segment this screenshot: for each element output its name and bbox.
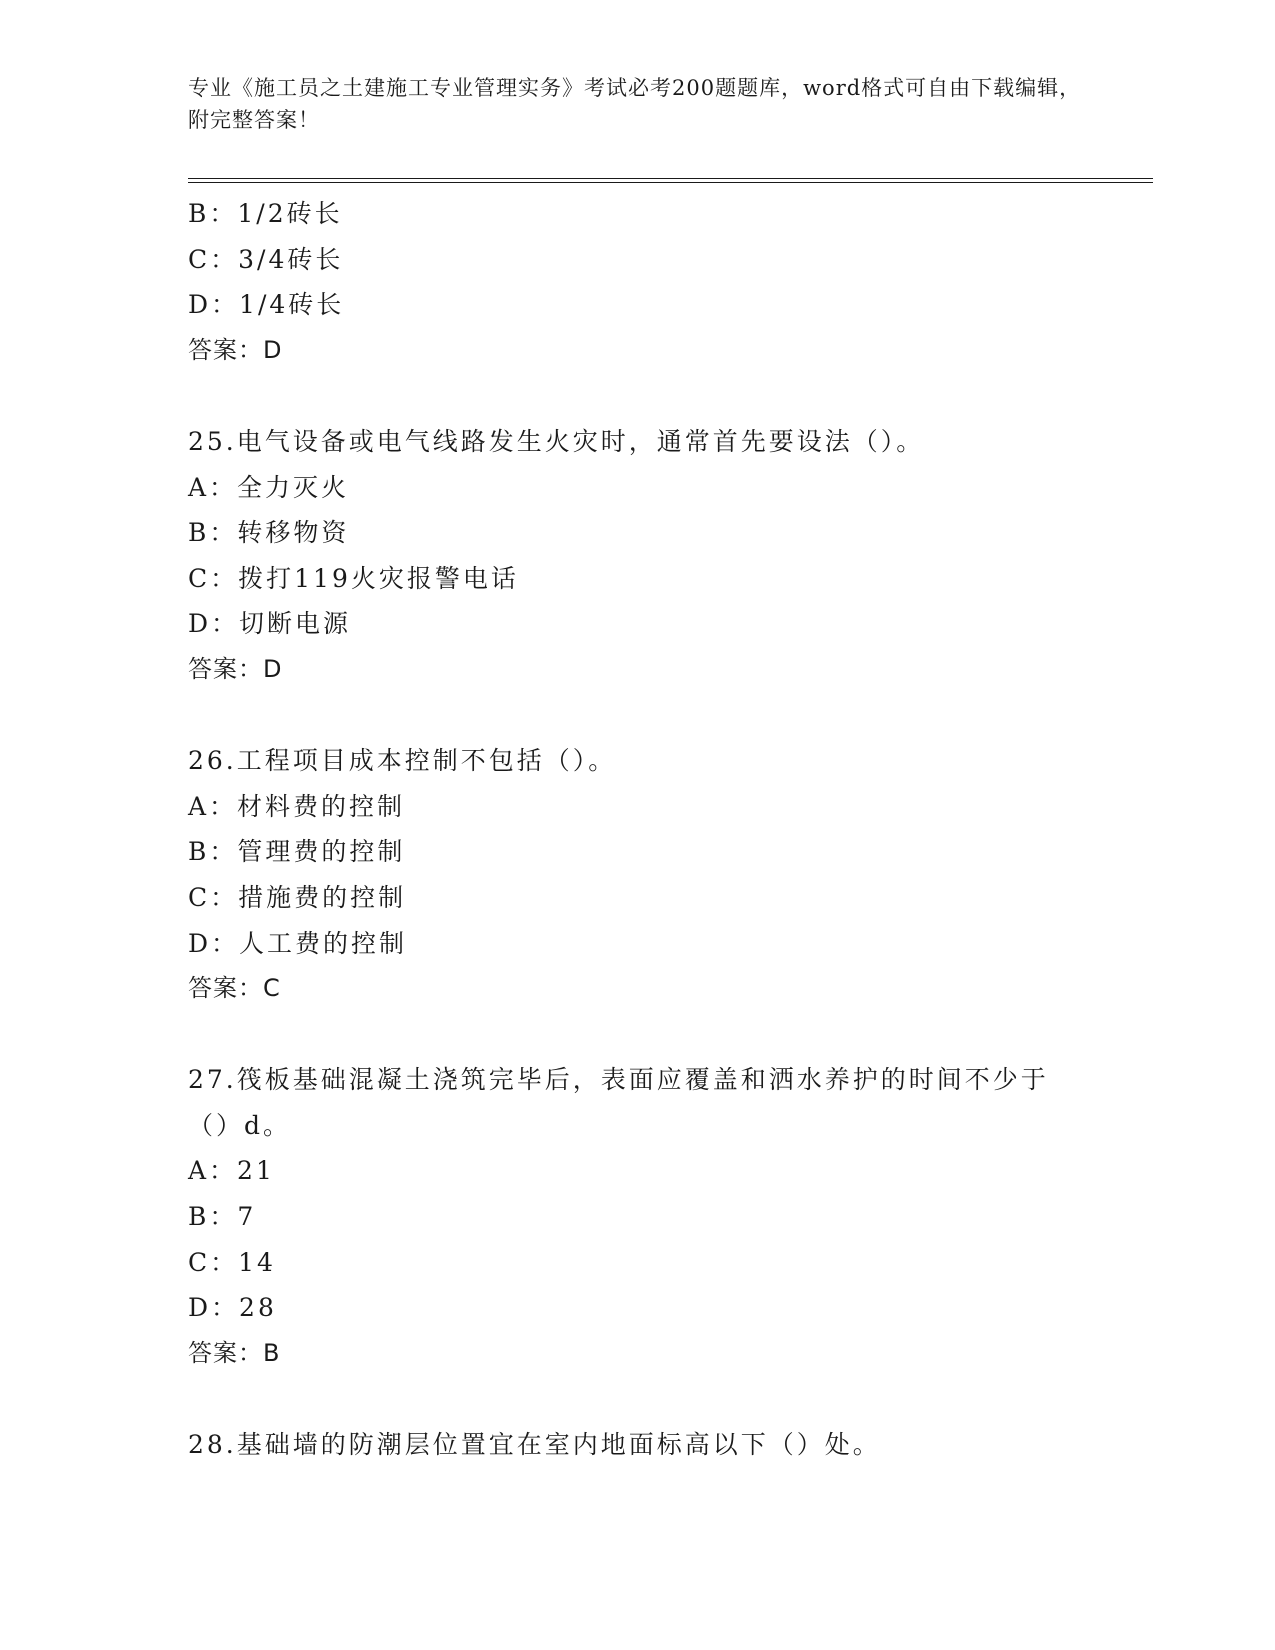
option-b: B：7: [188, 1202, 257, 1232]
option-b: B：转移物资: [188, 518, 350, 548]
option-d: D：人工费的控制: [188, 928, 408, 958]
option-c: C：14: [188, 1247, 276, 1277]
question-26: [188, 738, 1088, 1012]
header-rule-top: [188, 178, 1153, 179]
header-rule-bottom: [188, 182, 1153, 183]
spacer: [188, 373, 1088, 419]
option-b: B：1/2砖长: [188, 199, 343, 228]
option-d: D：切断电源: [188, 609, 352, 639]
option-d: D：1/4砖长: [188, 290, 345, 320]
question-28: [188, 1422, 1088, 1468]
spacer: [188, 1012, 1088, 1058]
option-c: C：3/4砖长: [188, 244, 344, 274]
partial-question-24: [188, 191, 1088, 373]
option-c: C：拨打119火灾报警电话: [188, 563, 519, 593]
question-text: 25.电气设备或电气线路发生火灾时，通常首先要设法（）。: [188, 426, 925, 456]
answer-label: 答案：B: [188, 1338, 281, 1367]
option-b: B：管理费的控制: [188, 837, 406, 867]
option-a: A：全力灭火: [188, 472, 350, 502]
answer-label: 答案：D: [188, 654, 283, 683]
question-text: 28.基础墙的防潮层位置宜在室内地面标高以下（）处。: [188, 1430, 881, 1460]
question-text: 27.筏板基础混凝土浇筑完毕后，表面应覆盖和洒水养护的时间不少于（）d。: [188, 1065, 1049, 1140]
question-27: [188, 1057, 1088, 1376]
question-list: [188, 191, 1088, 1468]
option-d: D：28: [188, 1293, 277, 1323]
answer-label: 答案：C: [188, 974, 281, 1003]
question-25: [188, 419, 1088, 693]
spacer: [188, 693, 1088, 739]
spacer: [188, 1376, 1088, 1422]
option-a: A：材料费的控制: [188, 791, 406, 821]
document-header: 专业《施工员之土建施工专业管理实务》考试必考200题题库，word格式可自由下载编辑，附完整答案！: [188, 76, 1082, 132]
question-text: 26.工程项目成本控制不包括（）。: [188, 746, 617, 776]
option-c: C：措施费的控制: [188, 882, 407, 912]
option-a: A：21: [188, 1156, 275, 1186]
answer-label: 答案：D: [188, 335, 283, 364]
